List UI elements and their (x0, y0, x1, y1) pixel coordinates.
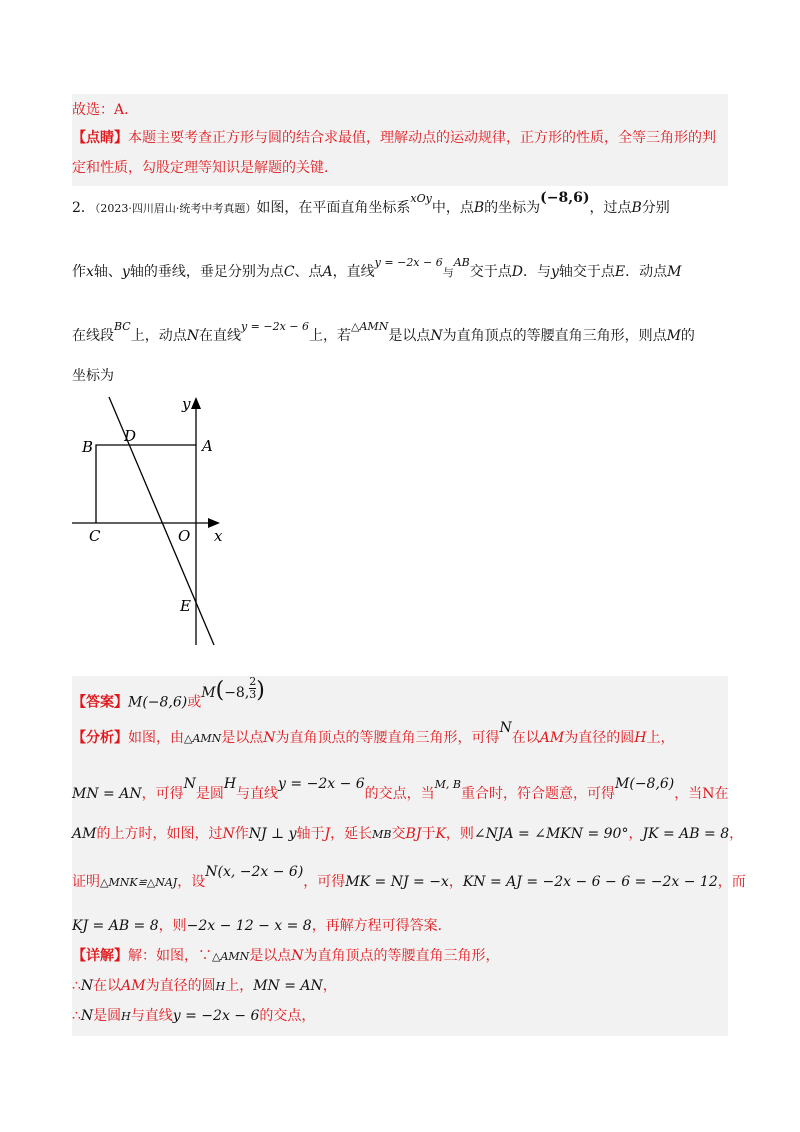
question-line-4: 坐标为 (72, 368, 114, 384)
label-B: B (82, 438, 94, 456)
choice-line: 故选：A． (72, 102, 139, 118)
detail-tag: 【详解】 (72, 948, 128, 964)
analysis-line-5: KJ = AB = 8，则−2x − 12 − x = 8，再解方程可得答案． (72, 918, 452, 934)
question-line-1: 2．（2023·四川眉山·统考中考真题）如图，在平面直角坐标系$^{xOy}$中，点B的坐标为(−8,6)，过点B分别 (72, 190, 670, 216)
question-line-3: 在线段$^{BC}$上，动点N在直线$^{y = -2x - 6}$上，若$^{\triangle AMN}$是以点N为直角顶点的等腰直角三角形，则点M的 (72, 320, 695, 344)
label-x: x (214, 527, 223, 545)
answer-tag: 【答案】 (72, 694, 128, 711)
detail-line-2: ∴N在以AM为直径的圆H上，MN = AN， (72, 978, 337, 994)
detail-line-3: ∴N是圆H与直线y = −2x − 6的交点， (72, 1008, 316, 1024)
analysis-line-1: 【分析】如图，由△AMN是以点N为直角顶点的等腰直角三角形，可得N在以AM为直径的圆H上， (72, 720, 675, 746)
label-C: C (89, 527, 101, 545)
label-A: A (202, 437, 213, 455)
answer-line: 【答案】M(−8,6)或M(−8, $\frac{2}{3}$ ) (72, 675, 265, 711)
label-y: y (182, 395, 191, 413)
question-line-2: 作x轴、y轴的垂线，垂足分别为点C、点A，直线$^{y = -2x - 6}$与$^{AB}$交于点D．与y轴交于点E．动点M (72, 256, 682, 280)
analysis-line-3: AM的上方时，如图，过N作NJ ⊥ y轴于J，延长MB交BJ于K，则∠NJA = ∠MKN = 90°，JK = AB = 8， (72, 826, 744, 842)
key-point-tag: 【点睛】 (72, 130, 128, 146)
key-point-line-2: 定和性质，勾股定理等知识是解题的关键． (72, 160, 338, 176)
label-E: E (180, 597, 191, 615)
question-source: （2023·四川眉山·统考中考真题） (94, 202, 257, 215)
coordinate-figure (72, 395, 242, 655)
key-point-line-1: 【点睛】本题主要考查正方形与圆的结合求最值，理解动点的运动规律，正方形的性质，全等三角形的判 (72, 130, 716, 146)
label-O: O (178, 527, 191, 545)
analysis-line-2: MN = AN，可得N是圆H与直线y = −2x − 6的交点，当$^{M, B}$重合时，符合题意，可得M(−8,6)，当N在 (72, 776, 729, 802)
question-number: 2． (72, 200, 95, 216)
y-axis-arrow (191, 397, 201, 409)
label-D: D (124, 427, 137, 445)
analysis-tag: 【分析】 (72, 730, 128, 746)
detail-line-1: 【详解】解：如图，∵△AMN是以点N为直角顶点的等腰直角三角形， (72, 948, 500, 964)
analysis-line-4: 证明△MNK≌△NAJ，设N(x, −2x − 6)，可得MK = NJ = −x，KN = AJ = −2x − 6 − 6 = −2x − 12，而 (72, 864, 746, 890)
